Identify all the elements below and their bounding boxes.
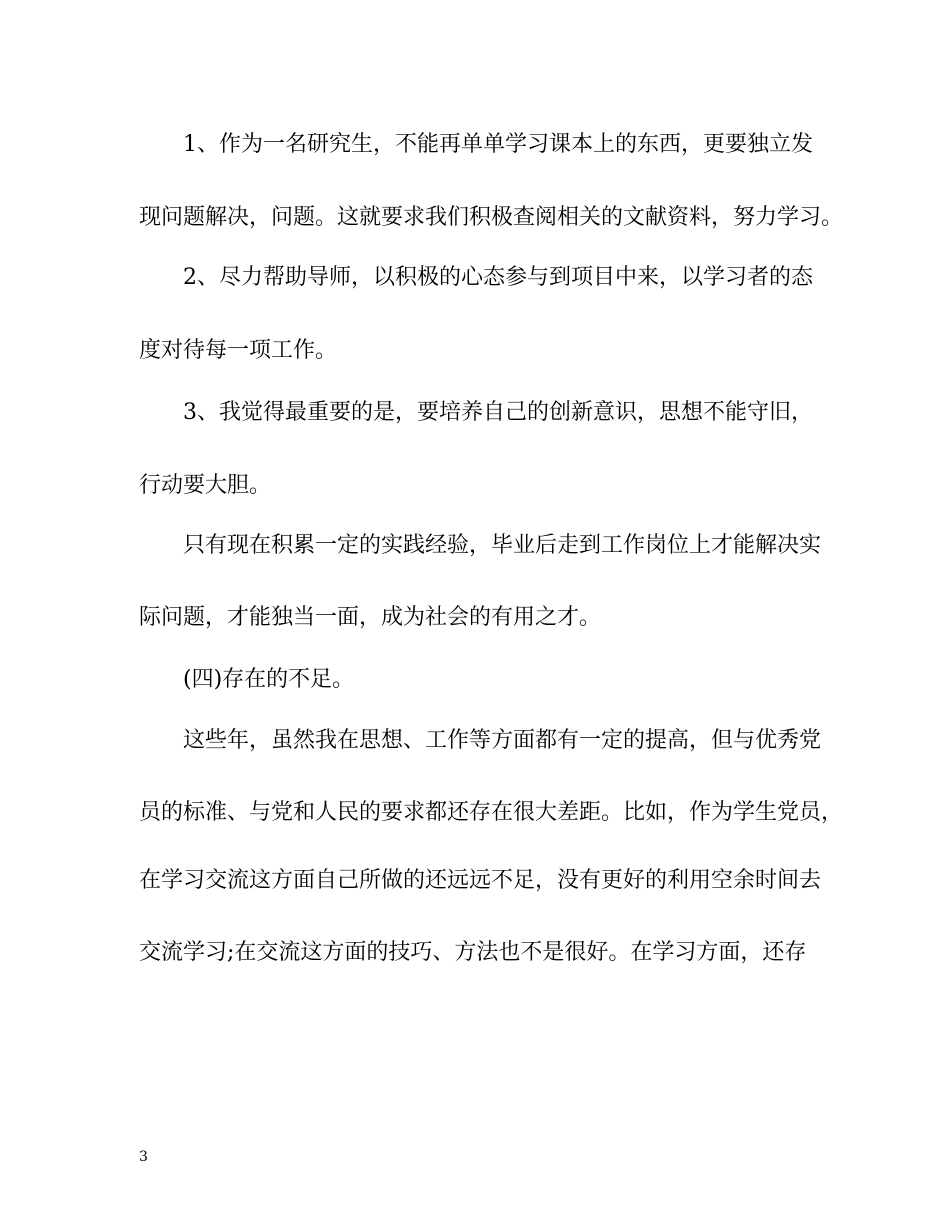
text-line: 在学习交流这方面自己所做的还远远不足，没有更好的利用空余时间去 bbox=[139, 868, 822, 893]
text-line: 2、尽力帮助导师，以积极的心态参与到项目中来，以学习者的态 bbox=[183, 265, 813, 290]
text-line: 现问题解决，问题。这就要求我们积极查阅相关的文献资料，努力学习。 bbox=[139, 205, 844, 230]
text-line: 度对待每一项工作。 bbox=[139, 338, 338, 363]
text-line: 员的标准、与党和人民的要求都还存在很大差距。比如，作为学生党员， bbox=[139, 800, 844, 825]
text-line: 行动要大胆。 bbox=[139, 473, 272, 498]
text-line: 3、我觉得最重要的是，要培养自己的创新意识，思想不能守旧， bbox=[183, 400, 813, 425]
section-heading: (四)存在的不足。 bbox=[183, 667, 355, 692]
text-line: 1、作为一名研究生，不能再单单学习课本上的东西，更要独立发 bbox=[183, 132, 813, 157]
text-line: 际问题，才能独当一面，成为社会的有用之才。 bbox=[139, 605, 602, 630]
page-number: 3 bbox=[139, 1149, 148, 1165]
text-line: 交流学习;在交流这方面的技巧、方法也不是很好。在学习方面，还存 bbox=[139, 940, 807, 965]
text-line: 这些年，虽然我在思想、工作等方面都有一定的提高，但与优秀党 bbox=[183, 728, 822, 753]
text-line: 只有现在积累一定的实践经验，毕业后走到工作岗位上才能解决实 bbox=[183, 533, 822, 558]
